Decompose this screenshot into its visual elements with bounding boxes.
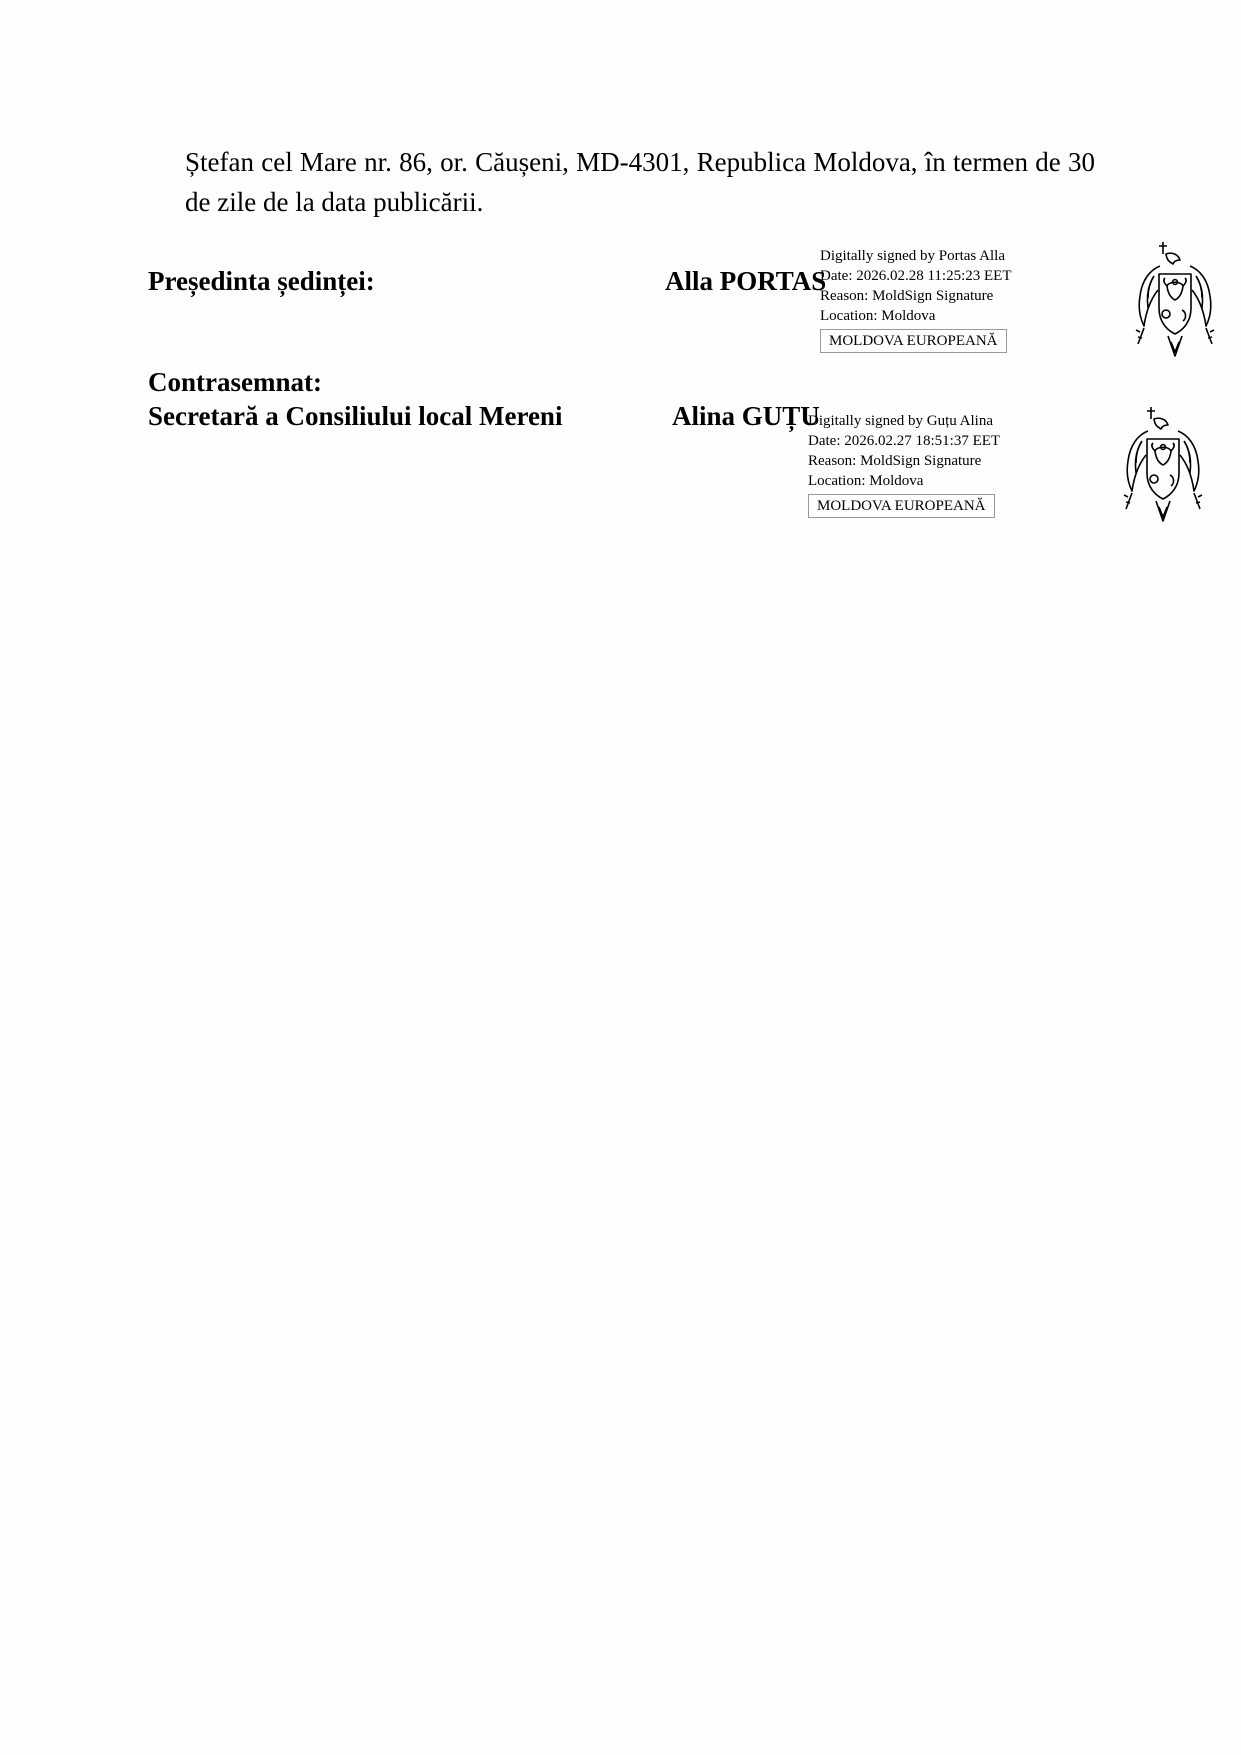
signature-badge: MOLDOVA EUROPEANĂ: [820, 329, 1007, 353]
countersign-heading: Contrasemnat:: [148, 367, 322, 397]
signature-reason: Reason: MoldSign Signature: [808, 453, 982, 469]
moldova-coat-of-arms-icon: [1118, 405, 1208, 525]
digital-signature-portas: [820, 246, 1012, 353]
signature-date: Date: 2026.02.28 11:25:23 EET: [820, 268, 1012, 284]
signature-signed-by: Digitally signed by Portas Alla: [820, 248, 1005, 264]
secretary-role: Secretară a Consiliului local Mereni: [148, 401, 563, 431]
president-role: Președinta ședinței:: [148, 266, 375, 296]
signature-badge: MOLDOVA EUROPEANĂ: [808, 494, 995, 518]
moldova-coat-of-arms-icon: [1130, 240, 1220, 360]
signature-signed-by: Digitally signed by Guțu Alina: [808, 413, 993, 429]
signature-date: Date: 2026.02.27 18:51:37 EET: [808, 433, 1001, 449]
digital-signature-gutu: [808, 411, 1000, 518]
closing-paragraph: Ștefan cel Mare nr. 86, or. Căușeni, MD-4301, Republica Moldova, în termen de 30 de zile de la data publicării.: [185, 147, 1095, 217]
signature-reason: Reason: MoldSign Signature: [820, 288, 994, 304]
president-name: Alla PORTAS: [665, 266, 827, 296]
secretary-name: Alina GUȚU: [672, 401, 820, 431]
signature-location: Location: Moldova: [820, 308, 936, 324]
signature-location: Location: Moldova: [808, 473, 924, 489]
